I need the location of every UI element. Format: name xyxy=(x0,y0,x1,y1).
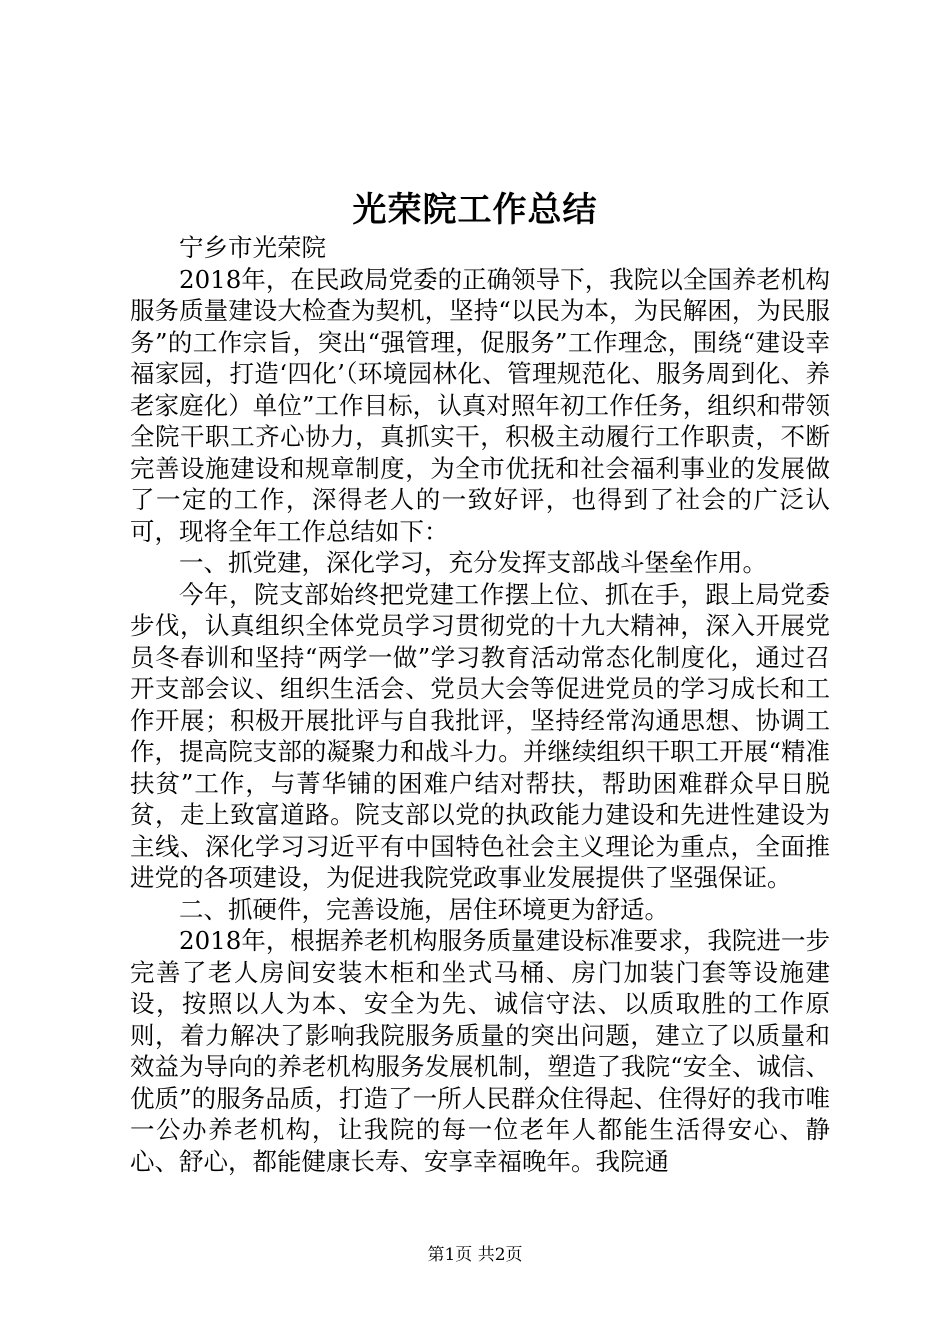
paragraph-section-2: 2018年，根据养老机构服务质量建设标准要求，我院进一步完善了老人房间安装木柜和坐式马桶、房门加装门套等设施建设，按照以人为本、安全为先、诚信守法、以质取胜的工作原则，着力解决了影响我院服务质量的突出问题，建立了以质量和效益为导向的养老机构服务发展机制，塑造了我院“安全、诚信、优质”的服务品质，打造了一所人民群众住得起、住得好的我市唯一公办养老机构，让我院的每一位老年人都能生活得安心、静心、舒心，都能健康长寿、安享幸福晚年。我院通 xyxy=(130,926,830,1176)
page-footer: 第1页 共2页 xyxy=(427,1245,523,1265)
document-title: 光荣院工作总结 xyxy=(352,190,598,230)
document-body xyxy=(130,232,830,1177)
section-heading-2: 二、抓硬件，完善设施，居住环境更为舒适。 xyxy=(179,894,669,924)
section-heading-1: 一、抓党建，深化学习，充分发挥支部战斗堡垒作用。 xyxy=(179,548,767,577)
paragraph-section-1: 今年，院支部始终把党建工作摆上位、抓在手，跟上局党委步伐，认真组织全体党员学习贯彻党的十九大精神，深入开展党员冬春训和坚持“两学一做”学习教育活动常态化制度化，通过召开支部会议、组织生活会、党员大会等促进党员的学习成长和工作开展；积极开展批评与自我批评，坚持经常沟通思想、协调工作，提高院支部的凝聚力和战斗力。并继续组织干职工开展“精准扶贫”工作，与菁华铺的困难户结对帮扶，帮助困难群众早日脱贫，走上致富道路。院支部以党的执政能力建设和先进性建设为主线、深化学习习近平有中国特色社会主义理论为重点，全面推进党的各项建设，为促进我院党政事业发展提供了坚强保证。 xyxy=(130,579,830,892)
paragraph-intro: 2018年，在民政局党委的正确领导下，我院以全国养老机构服务质量建设大检查为契机，坚持“以民为本，为民解困，为民服务”的工作宗旨，突出“强管理，促服务”工作理念，围绕“建设幸福家园，打造‘四化’（环境园林化、管理规范化、服务周到化、养老家庭化）单位”工作目标，认真对照年初工作任务，组织和带领全院干职工齐心协力，真抓实干，积极主动履行工作职责，不断完善设施建设和规章制度，为全市优抚和社会福利事业的发展做了一定的工作，深得老人的一致好评，也得到了社会的广泛认可，现将全年工作总结如下： xyxy=(130,264,830,546)
organization-name: 宁乡市光荣院 xyxy=(179,233,326,262)
